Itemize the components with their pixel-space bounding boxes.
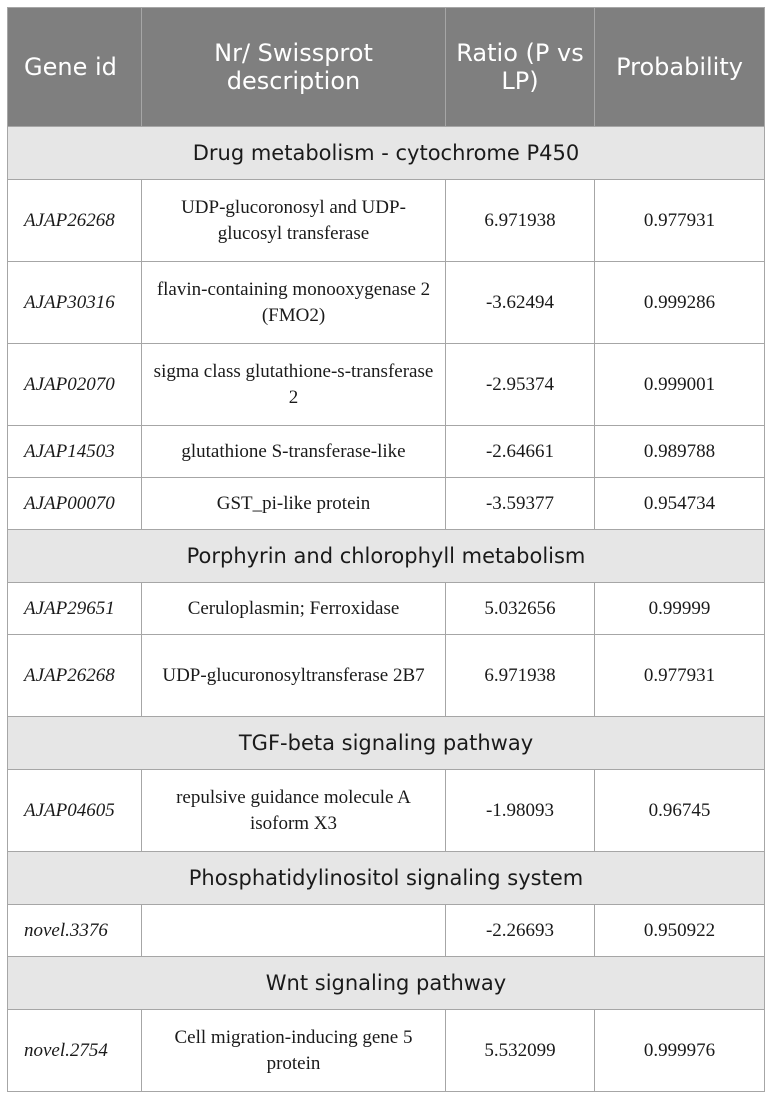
gene-id-cell: AJAP00070 xyxy=(8,478,142,530)
probability-cell: 0.950922 xyxy=(595,905,765,957)
section-title: Drug metabolism - cytochrome P450 xyxy=(8,127,765,180)
description-cell: flavin-containing monooxygenase 2 (FMO2) xyxy=(142,262,446,344)
ratio-cell: 6.971938 xyxy=(446,635,595,717)
probability-cell: 0.999976 xyxy=(595,1010,765,1092)
description-cell: glutathione S-transferase-like xyxy=(142,426,446,478)
gene-id-cell: AJAP26268 xyxy=(8,180,142,262)
probability-cell: 0.999001 xyxy=(595,344,765,426)
table-row xyxy=(8,770,765,852)
ratio-cell: 5.032656 xyxy=(446,583,595,635)
table-row xyxy=(8,426,765,478)
description-cell: repulsive guidance molecule A isoform X3 xyxy=(142,770,446,852)
table-row xyxy=(8,905,765,957)
description-cell xyxy=(142,905,446,957)
table-row xyxy=(8,635,765,717)
description-cell: sigma class glutathione-s-transferase 2 xyxy=(142,344,446,426)
table-row xyxy=(8,1010,765,1092)
gene-id-cell: AJAP29651 xyxy=(8,583,142,635)
gene-id-cell: AJAP14503 xyxy=(8,426,142,478)
gene-id-cell: AJAP30316 xyxy=(8,262,142,344)
probability-cell: 0.977931 xyxy=(595,635,765,717)
gene-id-cell: AJAP04605 xyxy=(8,770,142,852)
description-cell: UDP-glucuronosyltransferase 2B7 xyxy=(142,635,446,717)
table-row xyxy=(8,344,765,426)
table-row xyxy=(8,478,765,530)
ratio-cell: -3.59377 xyxy=(446,478,595,530)
section-title: TGF-beta signaling pathway xyxy=(8,717,765,770)
header-ratio: Ratio (P vs LP) xyxy=(446,8,595,127)
header-probability: Probability xyxy=(595,8,765,127)
table-row xyxy=(8,180,765,262)
ratio-cell: -2.64661 xyxy=(446,426,595,478)
probability-cell: 0.96745 xyxy=(595,770,765,852)
gene-id-cell: AJAP26268 xyxy=(8,635,142,717)
header-description: Nr/ Swissprot description xyxy=(142,8,446,127)
gene-table xyxy=(7,7,765,1092)
section-title: Phosphatidylinositol signaling system xyxy=(8,852,765,905)
section-row xyxy=(8,717,765,770)
probability-cell: 0.99999 xyxy=(595,583,765,635)
probability-cell: 0.977931 xyxy=(595,180,765,262)
table-body xyxy=(8,127,765,1092)
gene-id-cell: AJAP02070 xyxy=(8,344,142,426)
section-row xyxy=(8,957,765,1010)
section-title: Porphyrin and chlorophyll metabolism xyxy=(8,530,765,583)
section-row xyxy=(8,852,765,905)
description-cell: Ceruloplasmin; Ferroxidase xyxy=(142,583,446,635)
ratio-cell: 5.532099 xyxy=(446,1010,595,1092)
section-row xyxy=(8,127,765,180)
ratio-cell: 6.971938 xyxy=(446,180,595,262)
ratio-cell: -2.95374 xyxy=(446,344,595,426)
section-title: Wnt signaling pathway xyxy=(8,957,765,1010)
probability-cell: 0.954734 xyxy=(595,478,765,530)
description-cell: GST_pi-like protein xyxy=(142,478,446,530)
header-row xyxy=(8,8,765,127)
ratio-cell: -2.26693 xyxy=(446,905,595,957)
gene-id-cell: novel.2754 xyxy=(8,1010,142,1092)
description-cell: Cell migration-inducing gene 5 protein xyxy=(142,1010,446,1092)
ratio-cell: -1.98093 xyxy=(446,770,595,852)
header-gene-id: Gene id xyxy=(8,8,142,127)
table-row xyxy=(8,262,765,344)
probability-cell: 0.989788 xyxy=(595,426,765,478)
description-cell: UDP-glucoronosyl and UDP-glucosyl transferase xyxy=(142,180,446,262)
probability-cell: 0.999286 xyxy=(595,262,765,344)
table-header xyxy=(8,8,765,127)
ratio-cell: -3.62494 xyxy=(446,262,595,344)
table-row xyxy=(8,583,765,635)
section-row xyxy=(8,530,765,583)
gene-id-cell: novel.3376 xyxy=(8,905,142,957)
